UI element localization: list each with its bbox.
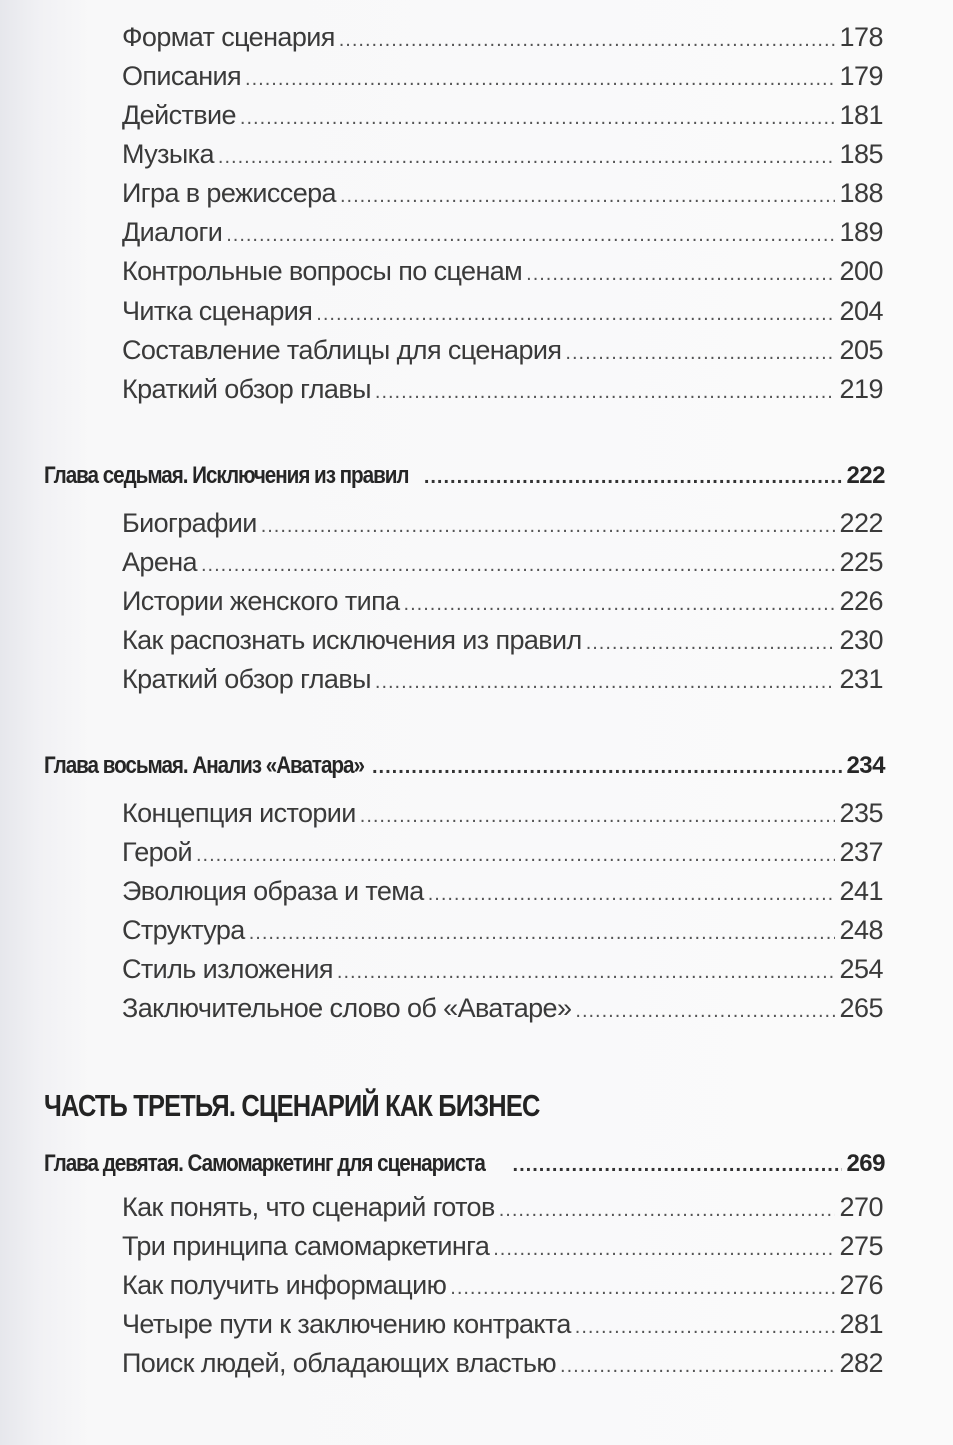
entry-title: Диалоги	[122, 217, 223, 247]
entry-title: Заключительное слово об «Аватаре»	[122, 993, 572, 1023]
entry-page: 265	[839, 993, 883, 1023]
entry-page: 237	[839, 837, 883, 867]
entry-title: Поиск людей, обладающих властью	[122, 1348, 557, 1378]
toc-entry	[122, 1270, 883, 1309]
toc-entry	[122, 1231, 883, 1270]
entry-page: 204	[839, 296, 883, 326]
entry-title: Структура	[122, 915, 245, 945]
toc-entry	[122, 1309, 883, 1348]
dot-leader	[360, 805, 836, 828]
toc-entry	[122, 296, 883, 335]
dot-leader	[226, 224, 835, 247]
entry-page: 231	[839, 664, 883, 694]
entry-page: 276	[839, 1270, 883, 1300]
entry-title: Как понять, что сценарий готов	[122, 1192, 495, 1222]
toc-entry	[122, 256, 883, 295]
entry-page: 254	[839, 954, 883, 984]
entry-page: 248	[839, 915, 883, 945]
chapter-title: Глава девятая. Самомаркетинг для сценариста	[44, 1150, 485, 1177]
entry-title: Герой	[122, 837, 192, 867]
toc-entry	[122, 915, 883, 954]
entry-title: Биографии	[122, 508, 257, 538]
toc-entry	[122, 139, 883, 178]
dot-leader	[372, 756, 842, 779]
dot-leader	[526, 263, 835, 286]
toc-entry	[122, 954, 883, 993]
chapter-title: Глава восьмая. Анализ «Аватара»	[44, 752, 364, 779]
toc-chapter-nine	[44, 1150, 885, 1190]
entry-page: 219	[839, 374, 883, 404]
entry-page: 235	[839, 798, 883, 828]
dot-leader	[245, 68, 835, 91]
entry-title: Краткий обзор главы	[122, 374, 371, 404]
entry-page: 189	[839, 217, 883, 247]
toc-entry	[122, 547, 883, 586]
entry-page: 185	[839, 139, 883, 169]
dot-leader	[218, 146, 836, 169]
entry-page: 222	[839, 508, 883, 538]
toc-entry	[122, 1348, 883, 1387]
entry-title: Контрольные вопросы по сценам	[122, 256, 523, 286]
entry-title: Формат сценария	[122, 22, 335, 52]
entry-page: 270	[839, 1192, 883, 1222]
chapter-page: 222	[846, 462, 885, 489]
toc-entry	[122, 625, 883, 664]
entry-title: Читка сценария	[122, 296, 313, 326]
entry-title: Концепция истории	[122, 798, 356, 828]
toc-chapter-eight	[44, 752, 885, 792]
toc-entry	[122, 876, 883, 915]
entry-page: 225	[839, 547, 883, 577]
entry-page: 178	[839, 22, 883, 52]
entry-page: 275	[839, 1231, 883, 1261]
dot-leader	[499, 1199, 836, 1222]
entry-title: Игра в режиссера	[122, 178, 336, 208]
dot-leader	[240, 107, 836, 130]
dot-leader	[428, 883, 836, 906]
dot-leader	[316, 303, 835, 326]
toc-entry	[122, 1192, 883, 1231]
dot-leader	[513, 1154, 843, 1177]
toc-entry	[122, 100, 883, 139]
dot-leader	[201, 554, 835, 577]
dot-leader	[404, 593, 836, 616]
toc-entry	[122, 335, 883, 374]
dot-leader	[575, 1316, 836, 1339]
toc-entry	[122, 374, 883, 413]
chapter-title: Глава седьмая. Исключения из правил	[44, 462, 409, 489]
entry-page: 181	[839, 100, 883, 130]
entry-page: 205	[839, 335, 883, 365]
dot-leader	[340, 185, 835, 208]
toc-entry	[122, 837, 883, 876]
chapter-page: 234	[846, 752, 885, 779]
entry-page: 230	[839, 625, 883, 655]
dot-leader	[586, 632, 836, 655]
toc-entry	[122, 798, 883, 837]
dot-leader	[565, 342, 835, 365]
dot-leader	[560, 1355, 835, 1378]
dot-leader	[424, 466, 843, 489]
dot-leader	[249, 922, 836, 945]
entry-page: 226	[839, 586, 883, 616]
entry-title: Четыре пути к заключению контракта	[122, 1309, 571, 1339]
toc-entry	[122, 22, 883, 61]
entry-title: Действие	[122, 100, 236, 130]
toc-entry	[122, 217, 883, 256]
entry-title: Арена	[122, 547, 197, 577]
entry-title: Как получить информацию	[122, 1270, 447, 1300]
entry-page: 188	[839, 178, 883, 208]
entry-title: Эволюция образа и тема	[122, 876, 424, 906]
dot-leader	[337, 961, 836, 984]
entry-title: Стиль изложения	[122, 954, 333, 984]
toc-chapter-seven	[44, 462, 885, 502]
entry-page: 241	[839, 876, 883, 906]
dot-leader	[375, 381, 836, 404]
part-heading: ЧАСТЬ ТРЕТЬЯ. СЦЕНАРИЙ КАК БИЗНЕС	[44, 1088, 540, 1123]
toc-entry	[122, 586, 883, 625]
dot-leader	[339, 29, 836, 52]
toc-entry	[122, 993, 883, 1032]
dot-leader	[575, 1000, 835, 1023]
entry-page: 281	[839, 1309, 883, 1339]
entry-page: 200	[839, 256, 883, 286]
entry-title: Три принципа самомаркетинга	[122, 1231, 490, 1261]
dot-leader	[375, 671, 836, 694]
entry-title: Краткий обзор главы	[122, 664, 371, 694]
entry-title: Истории женского типа	[122, 586, 400, 616]
dot-leader	[493, 1238, 835, 1261]
dot-leader	[450, 1277, 835, 1300]
entry-title: Описания	[122, 61, 242, 91]
entry-page: 179	[839, 61, 883, 91]
dot-leader	[261, 515, 836, 538]
chapter-page: 269	[846, 1150, 885, 1177]
entry-title: Составление таблицы для сценария	[122, 335, 562, 365]
toc-entry	[122, 61, 883, 100]
toc-entry	[122, 664, 883, 703]
dot-leader	[196, 844, 835, 867]
toc-entry	[122, 178, 883, 217]
toc-entry	[122, 508, 883, 547]
entry-title: Музыка	[122, 139, 214, 169]
entry-page: 282	[839, 1348, 883, 1378]
entry-title: Как распознать исключения из правил	[122, 625, 582, 655]
